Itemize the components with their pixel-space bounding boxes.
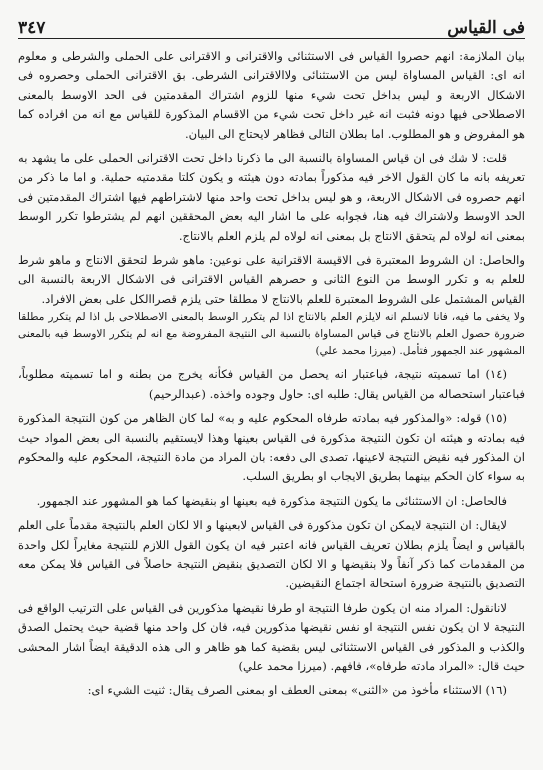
- page-header: [18, 10, 525, 39]
- paragraph-hasil-shurut: والحاصل: ان الشروط المعتبرة فى الاقيسة الاقترانية على نوعين: ماهو شرط لتحقق الانتاج و ماهو شرط للعلم به و تكرر الوسط من النوع الثانى و حصرهم القياس الاقترانى فى الاشكال الاربعة بالنسبة الى القياس المشتمل على الشروط المعتبرة للعلم بالانتاج لا مطلقا حتى يلزم قصراالكل على بعض الافراد.: [18, 253, 525, 306]
- page-number: ٣٤٧: [18, 18, 46, 38]
- footnote-15: (١٥) قوله: «والمذكور فيه بمادته طرفاه المحكوم عليه و به» لما كان الظاهر من كون النتيجة المذكورة فيه بمادته و هيئته ان تكون النتيجة مذكورة فى القياس بعينها وهذا لايستقيم بالنسبة الى بعض المواد حيث ان المذكور فيه نقيض النتيجة لاعينها، تصدى الى دفعه: بان المراد من مادة النتيجة، المحكوم عليه والمحكوم به سواء كان الحكم بينهما بطريق الايجاب او بطريق السلب.: [18, 411, 525, 484]
- page-body: [18, 47, 525, 701]
- running-title: فى القياس: [447, 18, 525, 38]
- paragraph-la-yuqal: لايقال: ان النتيجة لايمكن ان تكون مذكورة فى القياس لابعينها و الا لكان العلم بالنتيجة مقدماً على العلم بالقياس و ايضاً يلزم بطلان تعريف القياس فانه اعتبر فيه ان يكون القول اللازم للنتيجة مغايراً لكل واحدة من المقدمات كما ذكر آنفاً ولا بنقيضها و الا لكان التصديق بنقيض النتيجة حاصلاً فى القياس فلا يمكن معه التصديق بالنتيجة ضرورة استحالة اجتماع النقيضين.: [18, 518, 525, 591]
- footnote-14: (١٤) اما تسميته نتيجة، فباعتبار انه يحصل من القياس فكأنه يخرج من بطنه و اما تسميته مطلوباً، فباعتبار استحصاله من القياس يقال: طلبه اى: حاول وجوده واخذه. (عبدالرحيم): [18, 367, 525, 401]
- paragraph-hasil-istithnai: فالحاصل: ان الاستثنائى ما يكون النتيجة مذكورة فيه بعينها او بنقيضها كما هو المشهور عند الجمهور.: [36, 493, 507, 508]
- footnote-16: (١٦) الاستثناء مأخوذ من «الثنى» بمعنى العطف او بمعنى الصرف يقال: ثنيت الشيء اى:: [87, 683, 507, 698]
- paragraph-qultu: قلت: لا شك فى ان قياس المساواة بالنسبة الى ما ذكرنا داخل تحت الاقترانى الحملى على ما يشهد به تعريفه بانه ما كان القول الاخر فيه مذكوراً بمادته دون هيئته و يكون كلتا مقدمتيه حملية. و اما ما ذكر من انهم حصروه فى الاشكال الاربعة، و هو ليس بداخل تحت واحد منها لاشتراطهم فيها اشتراك المقدمتين فى الحد الاوسط ولاشتراك فيه هنا، فجوابه على ما اشار اليه بعض المحققين انهم لم يشترطوا تكرر الوسط بمعنى انه لولاه لم يتحقق الانتاج بل بمعنى انه لولاه لم يلزم العلم بالانتاج.: [18, 151, 525, 243]
- paragraph-li-anna-naqul: لانانقول: المراد منه ان يكون طرفا النتيجة او طرفا نقيضها مذكورين فى القياس على الترتيب الواقع فى النتيجة لا ان يكون نفس النتيجة او نفس نقيضها مذكورين فيه، فان كل واحد منها قضية حيث يحتمل الصدق والكذب و المذكور فى القياس الاستثنائى ليس بقضية كما هو ظاهر و الى هذه الدقيقة ايضاً اشار المحشى حيث قال: «المراد مادته طرفاه»، فافهم. (ميرزا محمد علي): [18, 600, 525, 673]
- paragraph-note-taammul: ولا يخفى ما فيه، فانا لانسلم انه لايلزم العلم بالانتاج اذا لم يتكرر الوسط بالمعنى الاصطلاحى بل اذا لم يتكرر مطلقا ضرورة حصول العلم بالانتاج فى قياس المساواة بالنسبة الى النتيجة المفروضة مع انه لم يتكرر الاوسط فيه بالمعنى المشهور عند الجمهور فتأمل. (ميرزا محمد علي): [18, 311, 525, 358]
- paragraph-mulazama: بيان الملازمة: انهم حصروا القياس فى الاستثنائى والاقترانى و الاقترانى على الحملى والشرطى و معلوم انه اى: القياس المساواة ليس من الاستثنائى ولاالاقترانى الشرطى. بق الاقترانى الحملى وحصروه فى الاشكال الاربعة و ليس بداخل تحت شيء منها للزوم اشتراك المقدمتين فى الحد الاوسط بالمعنى الاصطلاحى فيها دونه فثبت انه غير داخل تحت شيء من الاقسام المذكورة للقياس مع انه من افراده كما هو المفروض و هو المطلوب. اما بطلان التالى فظاهر لايحتاج الى البيان.: [18, 49, 525, 141]
